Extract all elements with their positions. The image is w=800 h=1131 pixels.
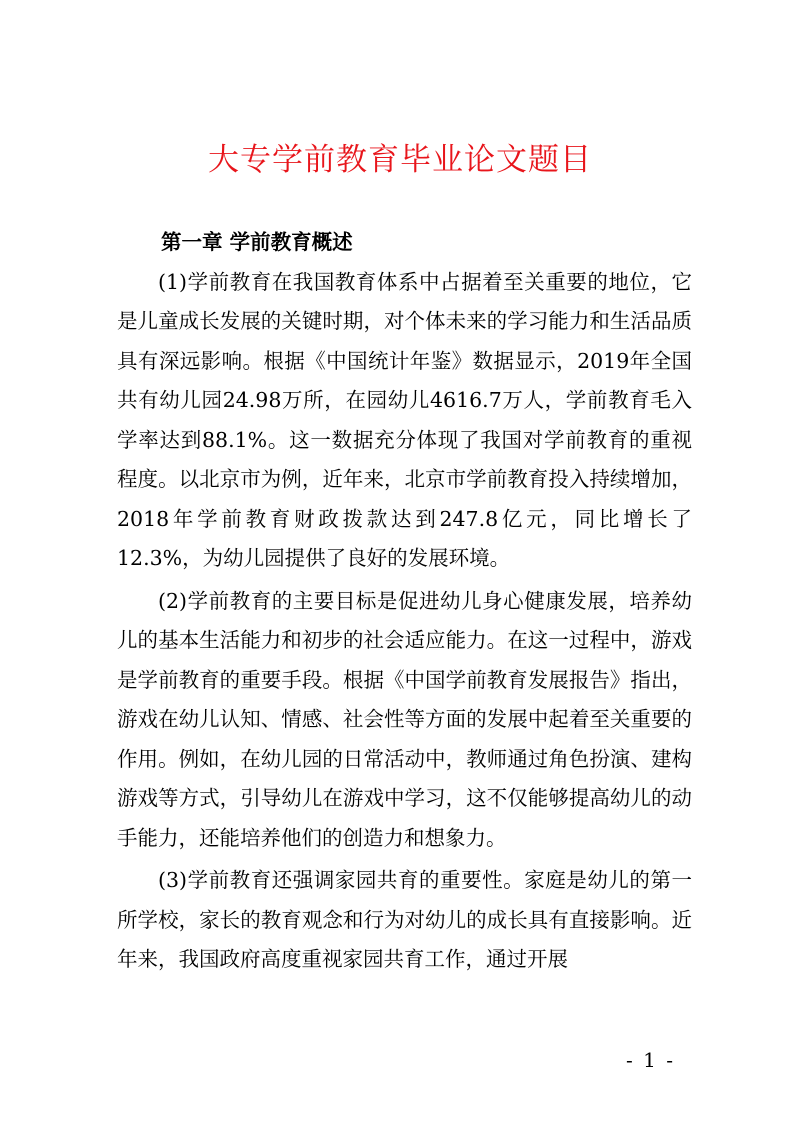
document-body [117,223,692,983]
chapter-heading: 第一章 学前教育概述 [161,230,353,254]
paragraph-3: (3)学前教育还强调家园共育的重要性。家庭是幼儿的第一所学校，家长的教育观念和行为对幼儿的成长具有直接影响。近年来，我国政府高度重视家园共育工作，通过开展 [117,868,692,971]
paragraph-2: (2)学前教育的主要目标是促进幼儿身心健康发展，培养幼儿的基本生活能力和初步的社会适应能力。在这一过程中，游戏是学前教育的重要手段。根据《中国学前教育发展报告》指出，游戏在幼儿认知、情感、社会性等方面的发展中起着至关重要的作用。例如，在幼儿园的日常活动中，教师通过角色扮演、建构游戏等方式，引导幼儿在游戏中学习，这不仅能够提高幼儿的动手能力，还能培养他们的创造力和想象力。 [117,588,692,850]
page-number: - 1 - [626,1048,675,1072]
paragraph-1: (1)学前教育在我国教育体系中占据着至关重要的地位，它是儿童成长发展的关键时期，对个体未来的学习能力和生活品质具有深远影响。根据《中国统计年鉴》数据显示，2019年全国共有幼儿园24.98万所，在园幼儿4616.7万人，学前教育毛入学率达到88.1%。这一数据充分体现了我国对学前教育的重视程度。以北京市为例，近年来，北京市学前教育投入持续增加，2018年学前教育财政拨款达到247.8亿元，同比增长了12.3%，为幼儿园提供了良好的发展环境。 [117,269,692,570]
document-title: 大专学前教育毕业论文题目 [208,142,592,178]
